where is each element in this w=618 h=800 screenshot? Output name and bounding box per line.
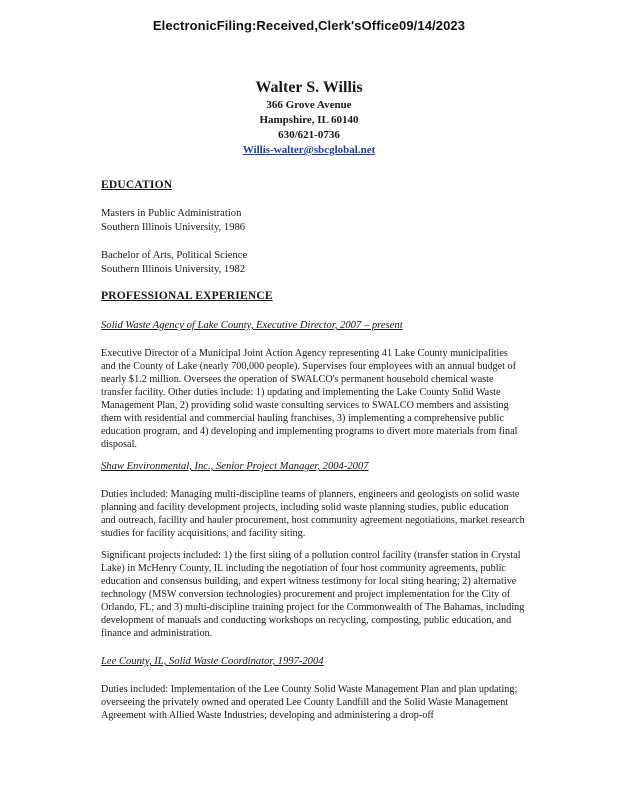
job-description <box>101 549 525 640</box>
phone-number: 630/621-0736 <box>278 129 340 141</box>
job-title: Lee County, IL, Solid Waste Coordinator, 1997-2004 <box>101 656 324 667</box>
experience-heading: PROFESSIONAL EXPERIENCE <box>101 290 273 302</box>
job-paragraph: Duties included: Managing multi-discipline teams of planners, engineers and geologists on solid waste planning and facility development projects, including solid waste planning studies, public education and outreach, facility and hauler procurement, host community agreement negotiations, market research studies for facility acquisitions, and facility siting. <box>101 489 525 539</box>
applicant-name: Walter S. Willis <box>255 79 363 96</box>
job-title: Shaw Environmental, Inc., Senior Project Manager, 2004-2007 <box>101 461 369 472</box>
electronic-filing-stamp: ElectronicFiling:Received,Clerk'sOffice09/14/2023 <box>152 18 466 33</box>
city-state-zip: Hampshire, IL 60140 <box>259 114 359 126</box>
street-address: 366 Grove Avenue <box>266 99 352 111</box>
job-title: Solid Waste Agency of Lake County, Executive Director, 2007 – present <box>101 320 403 331</box>
job-description <box>101 488 525 540</box>
email-link[interactable]: Willis-walter@sbcglobal.net <box>242 144 376 156</box>
education-entry <box>101 249 531 276</box>
job-description <box>101 347 525 451</box>
job-paragraph: Duties included: Implementation of the Lee County Solid Waste Management Plan and plan updating; overseeing the privately owned and operated Lee County Landfill and the Solid Waste Management Agreement with Allied Waste Industries; developing and administering a drop-off <box>101 684 518 721</box>
education-heading: EDUCATION <box>101 179 173 191</box>
education-entry <box>101 207 531 234</box>
degree-school: Southern Illinois University, 1982 <box>101 263 246 275</box>
degree-title: Masters in Public Administration <box>101 208 242 219</box>
degree-title: Bachelor of Arts, Political Science <box>101 250 248 261</box>
job-paragraph: Executive Director of a Municipal Joint Action Agency representing 41 Lake County municipalities and the County of Lake (nearly 700,000 people). Supervises four employees with an annual budget of nearly $1.2 million. Oversees the operation of SWALCO's permanent household chemical waste transfer facility. Other duties include: 1) updating and implementing the Lake County Solid Waste Management Plan, 2) providing solid waste consulting services to SWALCO members and assisting them with residential and commercial hauling franchises, 3) implementing a comprehensive public education program, and 4) developing and implementing programs to divert more materials from final disposal. <box>101 348 518 450</box>
job-paragraph: Significant projects included: 1) the first siting of a pollution control facility (transfer station in Crystal Lake) in McHenry County, IL including the negotiation of four host community agreements, public education and consensus building, and expert witness testimony for local siting hearing; 2) alternative technology (MSW conversion technologies) procurement and project implementation for the City of Orlando, FL; and 3) multi-discipline training project for the Commonwealth of The Bahamas, including development of manuals and conducting workshops on recycling, composting, public education, and finance and administration. <box>101 550 525 639</box>
degree-school: Southern Illinois University, 1986 <box>101 221 246 233</box>
job-description <box>101 683 525 722</box>
resume-header <box>0 78 618 158</box>
